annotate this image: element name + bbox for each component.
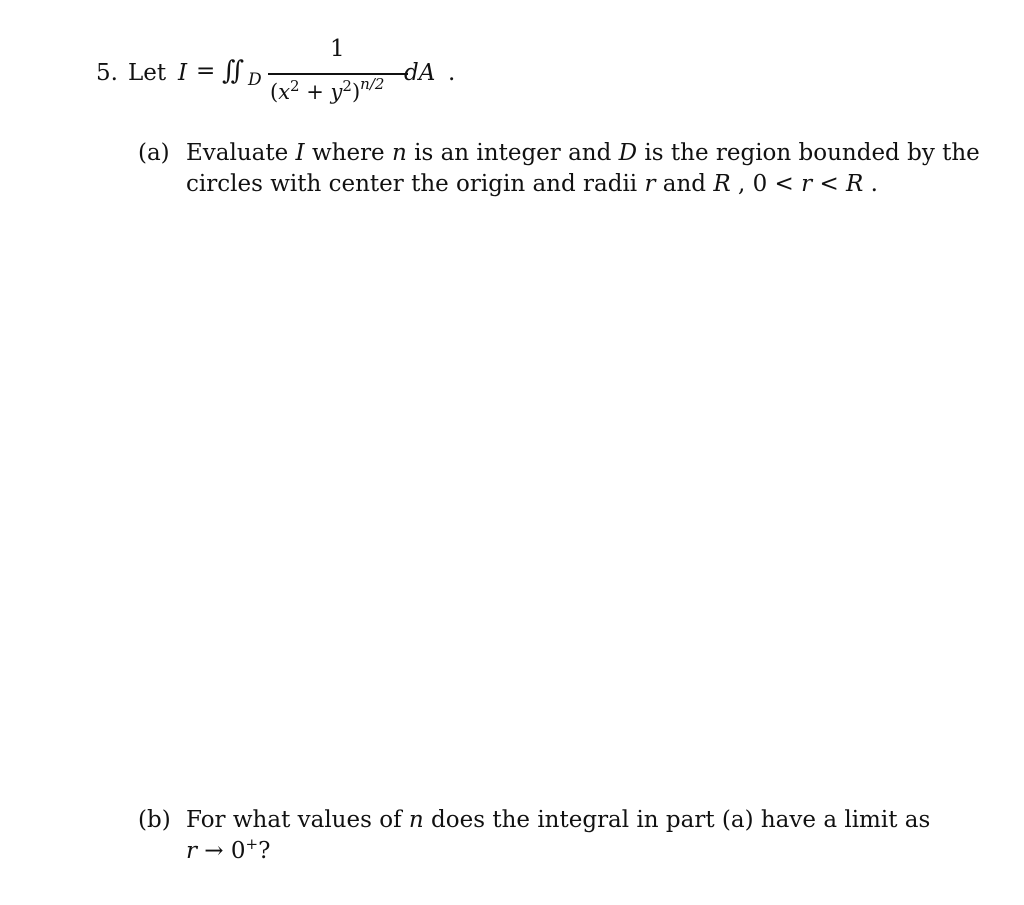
var-r: r	[801, 171, 813, 197]
part-a-line-1	[186, 140, 980, 166]
text: where	[304, 140, 392, 166]
differential-dA: dA	[404, 60, 436, 86]
problem-number: 5.	[96, 60, 118, 86]
text: <	[812, 171, 847, 197]
den-plus: +	[299, 80, 331, 104]
text: circles with center the origin and radii	[186, 171, 645, 197]
var-R: R	[713, 171, 731, 197]
den-power: n/2	[360, 75, 385, 93]
problem-intro: Let	[128, 60, 167, 86]
plus-superscript: +	[245, 835, 259, 853]
var-R: R	[846, 171, 864, 197]
text: Evaluate	[186, 140, 296, 166]
var-r: r	[186, 838, 197, 864]
var-D: D	[618, 140, 638, 166]
text: , 0 <	[730, 171, 802, 197]
den-open-paren: (	[270, 80, 279, 104]
den-x-exponent: 2	[290, 77, 300, 95]
fraction-denominator	[270, 75, 385, 104]
var-r: r	[644, 171, 656, 197]
var-n: n	[391, 140, 407, 166]
fraction-numerator: 1	[330, 36, 345, 62]
limit-arrow: → 0	[197, 838, 246, 864]
text: does the integral in part (a) have a limit as	[423, 807, 931, 833]
part-b-label: (b)	[138, 807, 171, 833]
fraction-bar	[268, 73, 408, 75]
equals-sign: =	[196, 58, 216, 84]
integral-domain: D	[248, 70, 262, 90]
question-mark: ?	[258, 838, 271, 864]
den-y-exponent: 2	[342, 77, 352, 95]
part-b-line-1	[186, 807, 930, 833]
text: .	[863, 171, 878, 197]
den-y: y	[330, 80, 343, 104]
problem-period: .	[448, 60, 456, 86]
text: is the region bounded by the	[637, 140, 980, 166]
text: and	[655, 171, 714, 197]
double-integral-sign: ∬	[222, 56, 245, 86]
den-x: x	[278, 80, 291, 104]
part-a-line-2	[186, 171, 878, 197]
var-n: n	[408, 807, 424, 833]
text: is an integer and	[406, 140, 619, 166]
integral-variable: I	[178, 60, 188, 86]
den-close-paren: )	[351, 80, 361, 104]
text: For what values of	[186, 807, 409, 833]
part-b-line-2	[186, 835, 271, 864]
var-I: I	[295, 140, 305, 166]
part-a-label: (a)	[138, 140, 170, 166]
